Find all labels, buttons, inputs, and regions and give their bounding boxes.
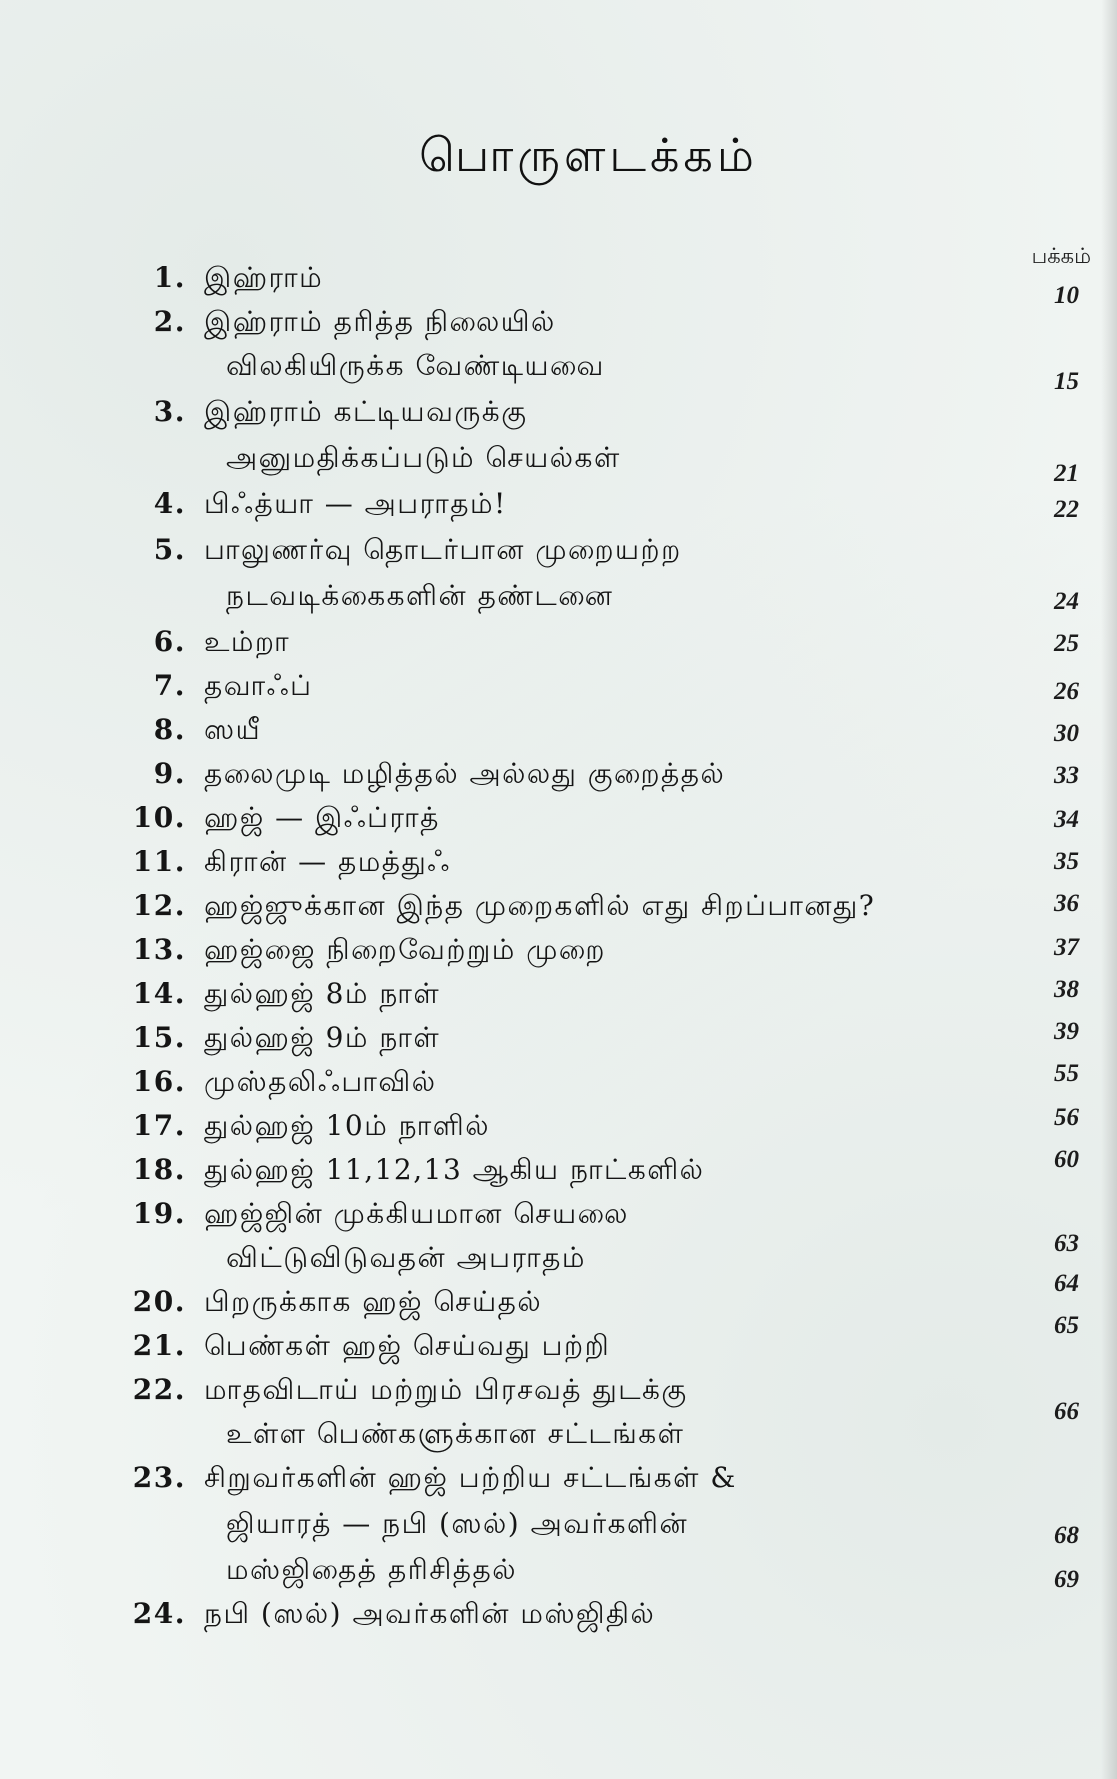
toc-entry-number: 24. xyxy=(132,1597,186,1630)
toc-entry-title: ஜியாரத் — நபி (ஸல்) அவர்களின் xyxy=(226,1507,689,1540)
toc-page-number: 69 xyxy=(1054,1566,1079,1593)
toc-entry-title: நடவடிக்கைகளின் தண்டனை xyxy=(226,579,614,612)
toc-entry-title: உம்றா xyxy=(204,625,291,658)
toc-entry-number: 10. xyxy=(132,801,186,834)
toc-entry-number: 19. xyxy=(132,1197,186,1230)
toc-entry-number: 17. xyxy=(132,1109,186,1142)
toc-entry-title: தலைமுடி மழித்தல் அல்லது குறைத்தல் xyxy=(204,757,726,790)
toc-entry-title: ஸயீ xyxy=(204,713,262,746)
toc-page-number: 36 xyxy=(1054,890,1079,917)
toc-entry-number: 9. xyxy=(153,757,186,790)
toc-entry-number: 21. xyxy=(132,1329,186,1362)
toc-page-number: 10 xyxy=(1054,282,1079,309)
toc-entry-title: தவாஃப் xyxy=(204,669,313,702)
toc-entry-number: 12. xyxy=(132,889,186,922)
toc-page-number: 34 xyxy=(1054,806,1079,833)
toc-entry-number: 1. xyxy=(153,261,186,294)
toc-entry-title: விலகியிருக்க வேண்டியவை xyxy=(226,349,605,382)
toc-entry-number: 18. xyxy=(132,1153,186,1186)
toc-page-number: 38 xyxy=(1054,976,1079,1003)
toc-entry-title: ஹஜ்ஜை நிறைவேற்றும் முறை xyxy=(204,933,606,966)
toc-page-number: 30 xyxy=(1054,720,1079,747)
toc-entry-title: சிறுவர்களின் ஹஜ் பற்றிய சட்டங்கள் & xyxy=(204,1461,737,1494)
toc-page-number: 25 xyxy=(1054,630,1079,657)
toc-entry-title: பாலுணர்வு தொடர்பான முறையற்ற xyxy=(204,533,682,566)
toc-page-number: 66 xyxy=(1054,1398,1079,1425)
toc-entry-title: துல்ஹஜ் 10ம் நாளில் xyxy=(204,1109,490,1142)
toc-page-number: 60 xyxy=(1054,1146,1079,1173)
toc-page-number: 56 xyxy=(1054,1104,1079,1131)
toc-entry-number: 20. xyxy=(132,1285,186,1318)
toc-entry-number: 15. xyxy=(132,1021,186,1054)
toc-page-number: 63 xyxy=(1054,1230,1079,1257)
toc-entry-number: 22. xyxy=(132,1373,186,1406)
toc-page-number: 39 xyxy=(1054,1018,1079,1045)
toc-entry-title: இஹ்ராம் xyxy=(204,261,324,294)
toc-entry-number: 2. xyxy=(153,305,186,338)
toc-entry-number: 16. xyxy=(132,1065,186,1098)
toc-entry-title: கிரான் — தமத்துஃ xyxy=(204,845,451,878)
toc-page-number: 65 xyxy=(1054,1312,1079,1339)
toc-page-number: 33 xyxy=(1054,762,1079,789)
toc-entry-number: 6. xyxy=(153,625,186,658)
toc-entry-number: 8. xyxy=(153,713,186,746)
toc-page-number: 68 xyxy=(1054,1522,1079,1549)
toc-page-number: 37 xyxy=(1054,934,1079,961)
page-column-header: பக்கம் xyxy=(1031,244,1091,268)
toc-entry-number: 5. xyxy=(153,533,186,566)
toc-entry-title: இஹ்ராம் தரித்த நிலையில் xyxy=(204,305,556,338)
toc-page-number: 15 xyxy=(1054,368,1079,395)
toc-page-number: 24 xyxy=(1054,588,1079,615)
toc-entry-number: 7. xyxy=(153,669,186,702)
toc-entry-title: உள்ள பெண்களுக்கான சட்டங்கள் xyxy=(226,1417,685,1450)
toc-entry-title: நபி (ஸல்) அவர்களின் மஸ்ஜிதில் xyxy=(204,1597,656,1630)
toc-entry-title: இஹ்ராம் கட்டியவருக்கு xyxy=(204,395,528,428)
toc-entry-title: அனுமதிக்கப்படும் செயல்கள் xyxy=(226,441,621,474)
toc-entry-title: விட்டுவிடுவதன் அபராதம் xyxy=(226,1241,586,1274)
toc-entry-number: 23. xyxy=(132,1461,186,1494)
toc-entry-title: பிறருக்காக ஹஜ் செய்தல் xyxy=(204,1285,543,1318)
toc-page-number: 26 xyxy=(1054,678,1079,705)
page-title: பொருளடக்கம் xyxy=(419,128,758,182)
toc-entry-title: முஸ்தலிஃபாவில் xyxy=(204,1065,437,1098)
toc-entry-title: பிஃத்யா — அபராதம்! xyxy=(204,487,507,520)
toc-entry-number: 4. xyxy=(153,487,186,520)
toc-entry-number: 13. xyxy=(132,933,186,966)
toc-entry-number: 3. xyxy=(153,395,186,428)
toc-page-number: 21 xyxy=(1054,460,1079,487)
toc-entry-title: ஹஜ் — இஃப்ராத் xyxy=(204,801,440,834)
toc-entry-title: துல்ஹஜ் 8ம் நாள் xyxy=(204,977,441,1010)
toc-entry-number: 14. xyxy=(132,977,186,1010)
toc-entry-title: ஹஜ்ஜுக்கான இந்த முறைகளில் எது சிறப்பானது? xyxy=(204,889,876,922)
toc-entry-number: 11. xyxy=(132,845,186,878)
toc-entry-title: துல்ஹஜ் 11,12,13 ஆகிய நாட்களில் xyxy=(204,1153,705,1186)
toc-entry-title: பெண்கள் ஹஜ் செய்வது பற்றி xyxy=(204,1329,611,1362)
toc-entry-title: ஹஜ்ஜின் முக்கியமான செயலை xyxy=(204,1197,629,1230)
toc-page-number: 55 xyxy=(1054,1060,1079,1087)
toc-entry-title: துல்ஹஜ் 9ம் நாள் xyxy=(204,1021,441,1054)
toc-page-number: 64 xyxy=(1054,1270,1079,1297)
toc-page-number: 22 xyxy=(1054,496,1079,523)
toc-entry-title: மாதவிடாய் மற்றும் பிரசவத் துடக்கு xyxy=(204,1373,688,1406)
toc-page-number: 35 xyxy=(1054,848,1079,875)
toc-entry-title: மஸ்ஜிதைத் தரிசித்தல் xyxy=(226,1553,517,1586)
